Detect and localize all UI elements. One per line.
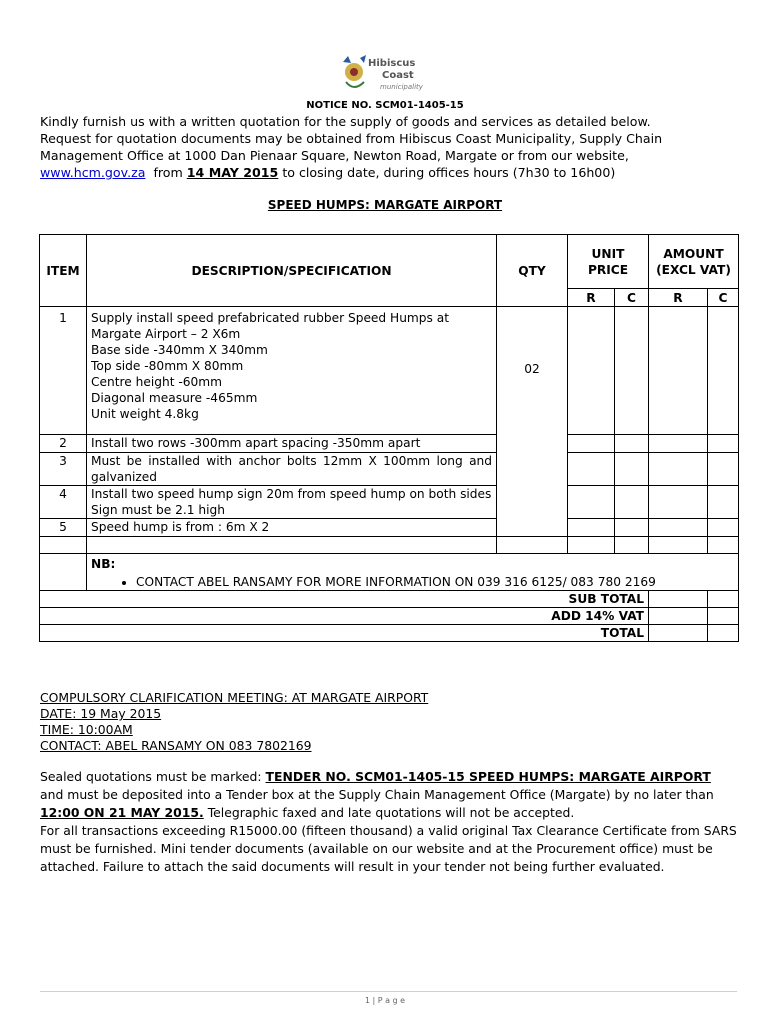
nb-cell [87,554,739,591]
meeting-title: COMPULSORY CLARIFICATION MEETING: AT MARGATE AIRPORT [40,690,429,705]
unit-r-cell [568,435,615,453]
total-label: TOTAL [40,625,649,642]
total-c [708,625,739,642]
desc-line: Top side -80mm X 80mm [91,359,244,373]
empty-cell [40,554,87,591]
header-qty: QTY [497,235,568,307]
logo-text-hibiscus: Hibiscus [368,58,416,69]
row-number: 2 [40,435,87,453]
desc-line: Diagonal measure -465mm [91,391,258,405]
unit-c-cell [615,435,649,453]
meeting-contact: CONTACT: ABEL RANSAMY ON 083 7802169 [40,738,312,753]
empty-cell [649,537,708,554]
row-number: 5 [40,519,87,537]
empty-cell [708,537,739,554]
header-description: DESCRIPTION/SPECIFICATION [87,235,497,307]
desc-line: Unit weight 4.8kg [91,407,199,421]
subtotal-c [708,591,739,608]
unit-r-cell [568,486,615,519]
municipality-logo [340,52,435,98]
row-qty: 02 [497,307,568,537]
empty-cell [40,537,87,554]
amount-c-cell [708,486,739,519]
submission-instructions [40,768,737,822]
table-row [40,537,739,554]
tax-clearance-note: For all transactions exceeding R15000.00 (fifteen thousand) a valid original Tax Clearance Certificate from SARS must be furnished. Mini tender documents (available on our website and at the Procurement office) must be attached. Failure to attach the said documents will result in your tender not being further evaluated. [40,823,737,874]
intro-line-1: Kindly furnish us with a written quotation for the supply of goods and services as detailed below. [40,114,651,129]
start-date: 14 MAY 2015 [186,165,279,180]
closing-text-c: Telegraphic faxed and late quotations will not be accepted. [207,805,575,820]
table-row [40,307,739,435]
subtotal-label: SUB TOTAL [40,591,649,608]
table-row [40,435,739,453]
unit-c-cell [615,486,649,519]
amount-r-header: R [649,289,708,307]
unit-r-cell [568,453,615,486]
section-heading: SPEED HUMPS: MARGATE AIRPORT [267,198,503,212]
empty-cell [497,537,568,554]
table-row [40,519,739,537]
amount-c-cell [708,519,739,537]
amount-r-cell [649,435,708,453]
row-number: 1 [40,307,87,435]
quotation-table [39,234,739,642]
intro-paragraph [40,113,737,181]
meeting-date: DATE: 19 May 2015 [40,706,162,721]
intro-text-b: from [153,165,183,180]
vat-c [708,608,739,625]
row-description: Must be installed with anchor bolts 12mm X 100mm long and galvanized [87,453,497,486]
nb-label: NB: [91,557,116,571]
logo-text-coast: Coast [382,70,414,81]
table-row [40,453,739,486]
logo-text-municipality: municipality [380,83,423,91]
closing-deadline: 12:00 ON 21 MAY 2015. [40,805,204,820]
row-number: 3 [40,453,87,486]
empty-cell [87,537,497,554]
nb-list [91,574,734,590]
row-description: Install two rows -300mm apart spacing -350mm apart [87,435,497,453]
unit-r-header: R [568,289,615,307]
footer-divider [40,991,737,992]
header-unit-price: UNIT PRICE [568,235,649,289]
website-link[interactable]: www.hcm.gov.za [40,165,146,180]
page-footer: 1 | P a g e [364,996,406,1005]
desc-line: Centre height -60mm [91,375,222,389]
intro-line-2 [40,130,737,181]
intro-text-c: to closing date, during offices hours (7h30 to 16h00) [282,165,616,180]
vat-r [649,608,708,625]
unit-c-cell [615,453,649,486]
empty-cell [568,537,615,554]
vat-row [40,608,739,625]
vat-label: ADD 14% VAT [40,608,649,625]
unit-r-cell [568,307,615,435]
closing-paragraphs [40,768,737,876]
subtotal-r [649,591,708,608]
intro-text-a: Request for quotation documents may be obtained from Hibiscus Coast Municipality, Supply Chain Management Office at 1000 Dan Pienaar Square, Newton Road, Margate or from our website, [40,131,663,163]
amount-r-cell [649,519,708,537]
closing-text-b: and must be deposited into a Tender box at the Supply Chain Management Office (Margate) by no later than [40,787,714,802]
meeting-time: TIME: 10:00AM [40,722,133,737]
row-description [87,486,497,519]
amount-c-cell [708,435,739,453]
unit-r-cell [568,519,615,537]
empty-cell [615,537,649,554]
nb-row [40,554,739,591]
desc-line: Base side -340mm X 340mm [91,343,268,357]
amount-c-cell [708,453,739,486]
amount-r-cell [649,453,708,486]
total-r [649,625,708,642]
total-row [40,625,739,642]
amount-c-cell [708,307,739,435]
table-header-row [40,235,739,289]
amount-r-cell [649,307,708,435]
desc-line: Sign must be 2.1 high [91,503,225,517]
subtotal-row [40,591,739,608]
notice-number: NOTICE NO. SCM01-1405-15 [306,100,464,111]
desc-line: Supply install speed prefabricated rubber Speed Humps at Margate Airport – 2 X6m [91,311,450,341]
row-number: 4 [40,486,87,519]
table-row [40,486,739,519]
tender-reference: TENDER NO. SCM01-1405-15 SPEED HUMPS: MARGATE AIRPORT [265,769,711,784]
amount-r-cell [649,486,708,519]
closing-text-a: Sealed quotations must be marked: [40,769,262,784]
unit-c-cell [615,519,649,537]
header-amount: AMOUNT (EXCL VAT) [649,235,739,289]
unit-c-cell [615,307,649,435]
row-description: Speed hump is from : 6m X 2 [87,519,497,537]
desc-line: Install two speed hump sign 20m from speed hump on both sides [91,487,492,501]
unit-c-header: C [615,289,649,307]
nb-bullet: • CONTACT ABEL RANSAMY FOR MORE INFORMATION ON 039 316 6125/ 083 780 2169 [136,574,734,590]
amount-c-header: C [708,289,739,307]
meeting-details [40,690,428,754]
header-item: ITEM [40,235,87,307]
row-description [87,307,497,435]
